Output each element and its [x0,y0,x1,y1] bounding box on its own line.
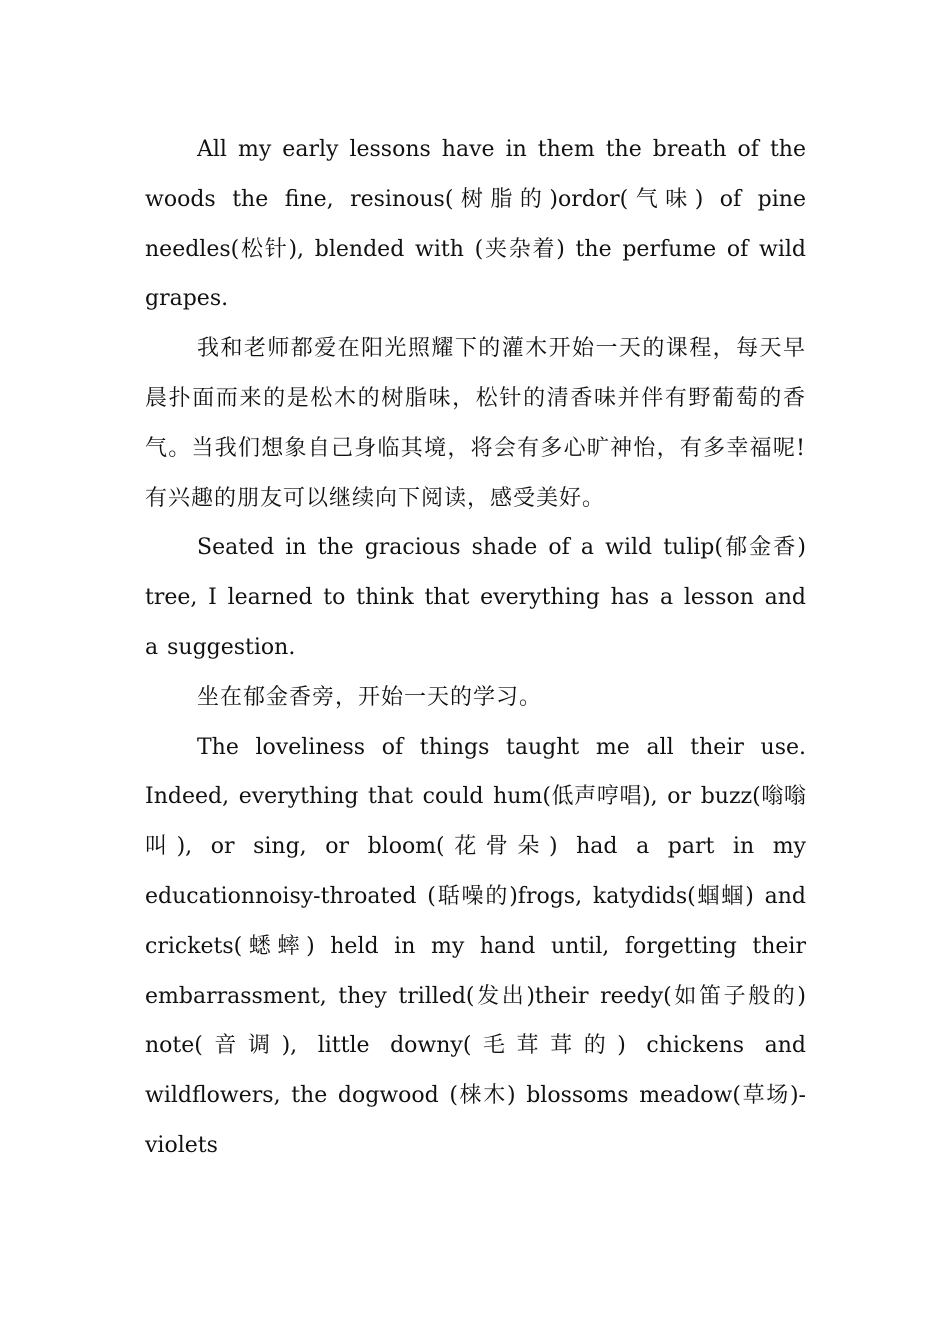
paragraph-english-early-lessons: All my early lessons have in them the breath of the woods the fine, resinous(树脂的)ordor(气味) of pine needles(松针), blended with (夹杂着) the perfume of wild grapes. [145,137,806,312]
paragraph-chinese-translation-lessons: 我和老师都爱在阳光照耀下的灌木开始一天的课程，每天早晨扑面而来的是松木的树脂味，松针的清香味并伴有野葡萄的香气。当我们想象自己身临其境，将会有多心旷神怡，有多幸福呢!有兴趣的朋友可以继续向下阅读，感受美好。 [145,336,806,511]
paragraph-english-tulip-tree: Seated in the gracious shade of a wild tulip(郁金香) tree, I learned to think that everything has a lesson and a suggestion. [145,535,806,660]
paragraph-english-loveliness: The loveliness of things taught me all their use. Indeed, everything that could hum(低声哼唱), or buzz(嗡嗡叫), or sing, or bloom(花骨朵) had a part in my educationnoisy-throated (聒噪的)frogs, katydids(蝈蝈) and crickets(蟋蟀) held in my hand until, forgetting their embarrassment, they trilled(发出)their reedy(如笛子般的) note(音调), little downy(毛茸茸的) chickens and wildflowers, the dogwood (梾木) blossoms meadow(草场)-violets [145,734,806,1158]
paragraph-chinese-translation-tulip: 坐在郁金香旁，开始一天的学习。 [197,684,543,710]
document-body [145,125,806,1171]
